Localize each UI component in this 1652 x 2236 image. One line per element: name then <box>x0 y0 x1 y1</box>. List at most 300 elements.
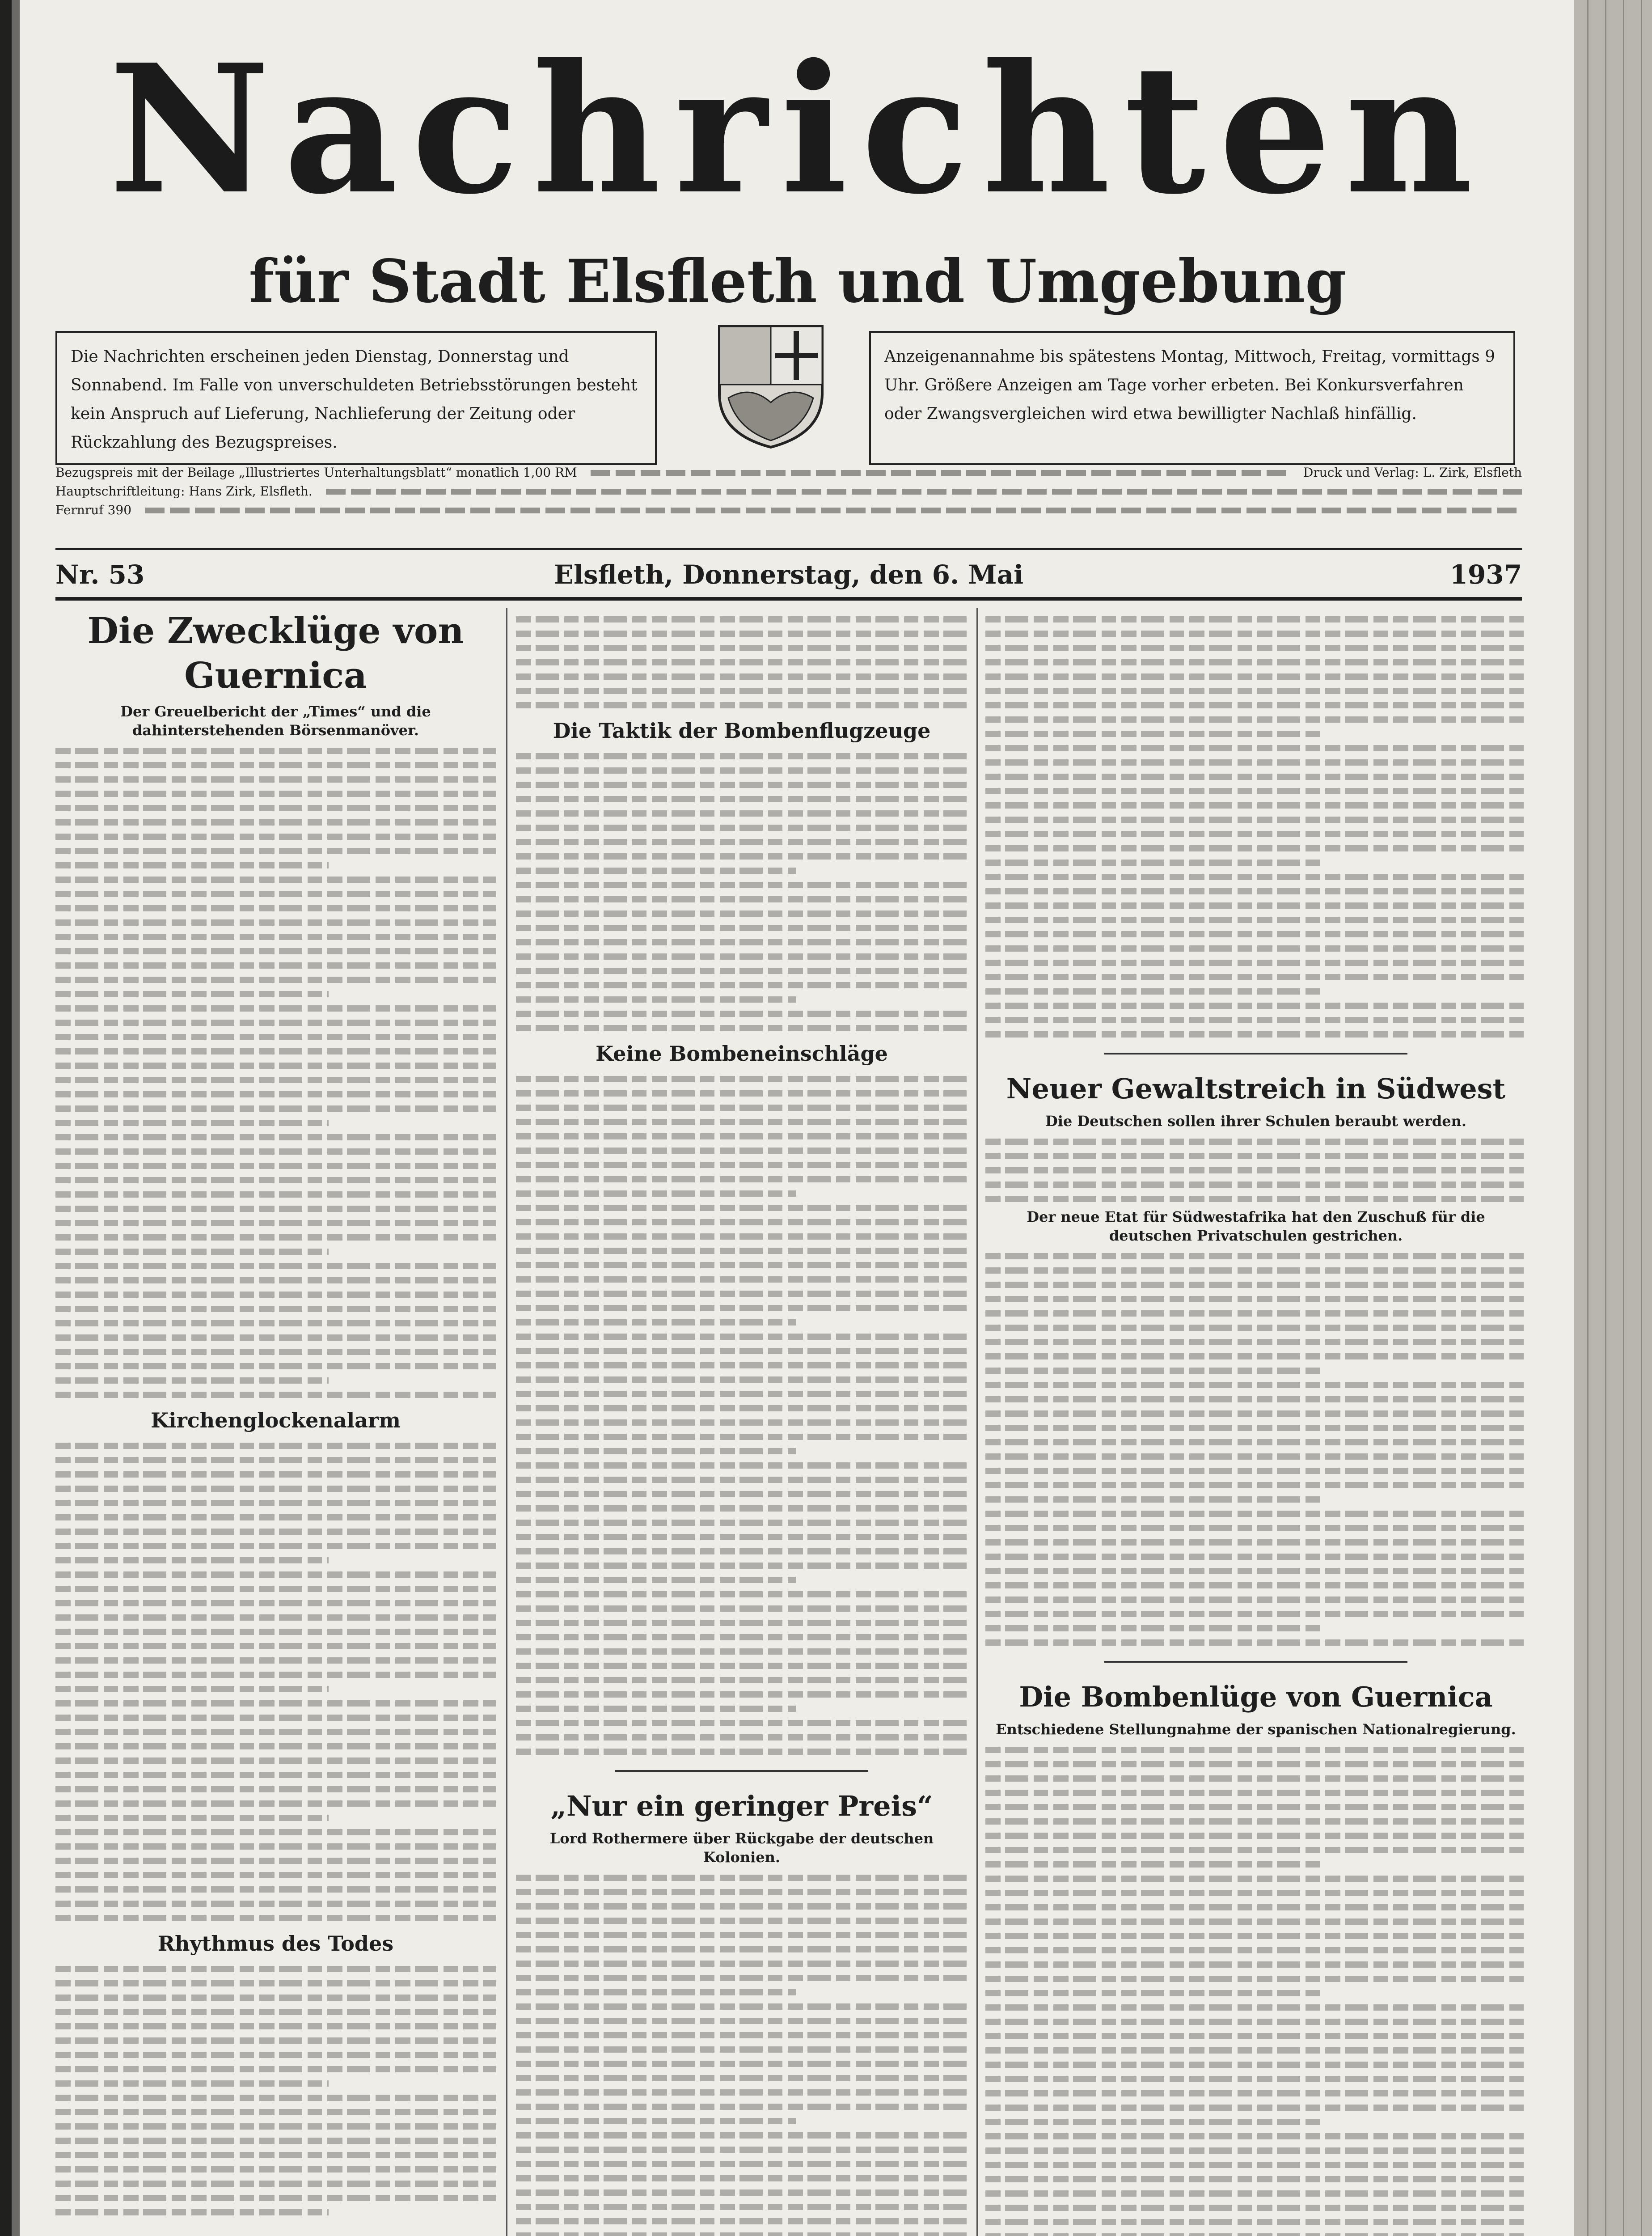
text-line <box>985 2004 1526 2011</box>
text-line <box>985 2133 1526 2139</box>
text-line <box>55 2209 329 2215</box>
text-line <box>516 810 968 817</box>
text-line <box>55 1277 496 1283</box>
text-line <box>516 1190 796 1197</box>
dateline <box>55 557 1522 593</box>
text-line <box>55 1048 496 1054</box>
text-line <box>55 1134 496 1140</box>
text-line <box>55 1586 496 1592</box>
text-line <box>516 1405 968 1411</box>
text-line <box>55 1500 496 1506</box>
text-line <box>55 2123 496 2130</box>
text-line <box>516 1563 968 1569</box>
text-line <box>55 1363 496 1369</box>
article-separator <box>615 1770 868 1772</box>
text-line <box>985 2033 1526 2039</box>
text-line <box>985 616 1526 623</box>
text-line <box>55 1077 496 1083</box>
text-line <box>55 2138 496 2144</box>
text-line <box>516 1534 968 1540</box>
top-rule <box>55 548 1522 550</box>
text-line <box>516 2061 968 2067</box>
text-line <box>985 1196 1526 1202</box>
text-line <box>516 825 968 831</box>
text-line <box>985 1976 1526 1982</box>
column-divider <box>976 608 978 2236</box>
article-separator <box>1104 1661 1407 1663</box>
text-line <box>516 2032 968 2038</box>
text-line <box>985 1511 1526 1517</box>
article-subhead: Die Deutschen sollen ihrer Schulen beraubt werden. <box>1045 1113 1466 1130</box>
text-line <box>985 874 1526 880</box>
text-line <box>985 1539 1526 1546</box>
text-line <box>516 616 968 623</box>
text-line <box>985 731 1321 737</box>
text-line <box>516 1749 968 1755</box>
text-line <box>55 1643 496 1649</box>
text-line <box>516 782 968 788</box>
text-line <box>55 2195 496 2201</box>
text-line <box>516 2046 968 2053</box>
text-line <box>55 1529 496 1535</box>
text-line <box>55 1557 329 1563</box>
text-line <box>55 1600 496 1606</box>
section-heading: Kirchenglockenalarm <box>151 1408 401 1432</box>
text-line <box>985 1310 1526 1317</box>
text-line <box>55 1629 496 1635</box>
text-line <box>985 1639 1526 1646</box>
text-line <box>55 1120 329 1126</box>
text-line <box>516 1348 968 1354</box>
text-line <box>985 960 1526 966</box>
text-line <box>55 1886 496 1893</box>
text-line <box>985 1818 1526 1825</box>
text-line <box>985 2019 1526 2025</box>
text-line <box>55 877 496 883</box>
text-line <box>55 1729 496 1735</box>
text-line <box>516 1319 796 1326</box>
text-line <box>985 2233 1526 2236</box>
text-line <box>55 2066 496 2072</box>
issue-year: 1937 <box>1449 559 1522 590</box>
text-line <box>55 1191 496 1198</box>
text-line <box>985 2219 1526 2225</box>
text-line <box>985 688 1526 694</box>
text-line <box>516 1376 968 1383</box>
text-line <box>55 1020 496 1026</box>
text-line <box>985 860 1321 866</box>
text-line <box>985 1625 1321 1631</box>
text-line <box>55 1206 496 1212</box>
text-line <box>55 2080 329 2087</box>
text-line <box>516 2075 968 2081</box>
imprint-editor: Hauptschriftleitung: Hans Zirk, Elsfleth. <box>55 484 313 499</box>
text-line <box>55 1843 496 1850</box>
place-date: Elsfleth, Donnerstag, den 6. Mai <box>553 559 1024 590</box>
text-line <box>55 1614 496 1621</box>
text-line <box>55 1995 496 2001</box>
text-line <box>516 1648 968 1655</box>
text-line <box>985 1947 1526 1953</box>
text-line <box>55 1292 496 1298</box>
text-line <box>985 988 1321 995</box>
section-heading: Rhythmus des Todes <box>157 1931 394 1956</box>
text-line <box>516 1889 968 1895</box>
text-line <box>55 1392 496 1398</box>
text-line <box>55 1471 496 1478</box>
text-line <box>516 1291 968 1297</box>
text-line <box>985 1933 1526 1939</box>
text-line <box>516 1961 968 1967</box>
text-line <box>985 1017 1526 1023</box>
text-line <box>55 1148 496 1155</box>
text-line <box>516 673 968 680</box>
text-line <box>516 1577 796 1583</box>
text-line <box>985 1761 1526 1767</box>
text-line <box>985 1611 1526 1617</box>
text-line <box>985 1525 1526 1531</box>
text-line <box>516 1691 968 1698</box>
text-line <box>55 776 496 783</box>
text-line <box>985 1847 1526 1853</box>
text-line <box>55 1334 496 1341</box>
text-line <box>516 753 968 759</box>
text-line <box>55 819 496 826</box>
text-line <box>55 1901 496 1907</box>
text-line <box>516 1903 968 1910</box>
text-line <box>985 1253 1526 1259</box>
text-line <box>516 968 968 974</box>
text-line <box>985 2205 1526 2211</box>
text-line <box>516 1233 968 1240</box>
text-line <box>985 1167 1526 1173</box>
text-line <box>55 1320 496 1326</box>
text-line <box>516 910 968 917</box>
text-line <box>516 1548 968 1554</box>
text-line <box>55 1672 496 1678</box>
text-line <box>516 2018 968 2024</box>
text-line <box>55 1858 496 1864</box>
text-line <box>55 762 496 768</box>
text-line <box>516 1462 968 1469</box>
text-line <box>516 1591 968 1597</box>
text-line <box>55 1815 329 1821</box>
body-text-block <box>55 1443 496 1921</box>
text-line <box>516 688 968 694</box>
text-line <box>55 1105 496 1112</box>
imprint-block <box>55 464 1522 540</box>
article-subhead: Entschiedene Stellungnahme der spanischen Nationalregierung. <box>996 1721 1516 1738</box>
issue-number: Nr. 53 <box>55 559 145 590</box>
text-line <box>55 1306 496 1312</box>
text-line <box>516 1989 796 1995</box>
text-line <box>516 1276 968 1283</box>
text-line <box>985 1961 1526 1968</box>
text-line <box>985 2047 1526 2054</box>
text-line <box>985 2162 1526 2168</box>
text-line <box>516 1119 968 1125</box>
text-line <box>516 2003 968 2010</box>
text-line <box>55 1443 496 1449</box>
section-heading: Keine Bombeneinschläge <box>596 1042 888 1066</box>
body-text-block <box>985 1747 1526 2236</box>
text-line <box>985 1904 1526 1910</box>
column-3 <box>985 608 1526 2236</box>
body-text-block <box>55 1966 496 2215</box>
text-line <box>985 1003 1526 1009</box>
text-line <box>55 1872 496 1878</box>
text-line <box>516 1605 968 1612</box>
text-line <box>516 1477 968 1483</box>
text-line <box>516 2147 968 2153</box>
text-line <box>55 1263 496 1269</box>
text-line <box>985 1382 1526 1388</box>
text-line <box>985 1775 1526 1782</box>
text-line <box>516 2218 968 2224</box>
text-line <box>985 645 1526 651</box>
text-line <box>516 996 796 1003</box>
text-line <box>985 1918 1526 1925</box>
text-line <box>985 802 1526 809</box>
text-line <box>985 931 1526 937</box>
text-line <box>985 1439 1526 1445</box>
text-line <box>55 834 496 840</box>
text-line <box>55 1686 329 1692</box>
text-line <box>985 1597 1526 1603</box>
text-line <box>985 673 1526 680</box>
imprint-price: Bezugspreis mit der Beilage „Illustriertes Unterhaltungsblatt“ monatlich 1,00 RM <box>55 465 577 480</box>
masthead-title: Nachrichten <box>109 31 1487 228</box>
text-line <box>55 1966 496 1972</box>
text-line <box>55 1514 496 1520</box>
text-line <box>55 1457 496 1463</box>
text-line <box>985 1325 1526 1331</box>
text-line <box>985 702 1526 708</box>
text-line <box>55 919 496 926</box>
text-line <box>985 817 1526 823</box>
text-line <box>985 2119 1321 2125</box>
article-headline: Neuer Gewaltstreich in Südwest <box>1006 1072 1506 1105</box>
text-line <box>516 1932 968 1938</box>
text-line <box>985 1747 1526 1753</box>
text-line <box>985 831 1526 837</box>
text-line <box>516 1105 968 1111</box>
text-line <box>985 1296 1526 1302</box>
text-line <box>55 1700 496 1707</box>
text-line <box>516 1491 968 1497</box>
text-line <box>516 1419 968 1426</box>
text-line <box>516 1677 968 1683</box>
text-line <box>516 2089 968 2096</box>
text-line <box>985 945 1526 952</box>
text-line <box>516 1634 968 1640</box>
text-line <box>516 982 968 988</box>
text-line <box>516 1025 968 1031</box>
body-text-block <box>516 753 968 1031</box>
text-line <box>516 1946 968 1952</box>
text-line <box>516 1305 968 1311</box>
text-line <box>516 853 968 860</box>
text-line <box>516 1205 968 1211</box>
text-line <box>985 2147 1526 2154</box>
text-line <box>985 1353 1526 1359</box>
text-line <box>55 2166 496 2172</box>
text-line <box>516 2175 968 2181</box>
text-line <box>55 1220 496 1226</box>
text-line <box>985 1496 1321 1503</box>
text-line <box>55 991 329 997</box>
text-line <box>516 1248 968 1254</box>
text-line <box>516 2104 968 2110</box>
body-text-block <box>985 616 1526 1038</box>
text-line <box>985 1396 1526 1402</box>
masthead-subtitle: für Stadt Elsfleth und Umgebung <box>249 247 1347 316</box>
text-line <box>55 905 496 911</box>
text-line <box>55 891 496 897</box>
imprint-publisher: Druck und Verlag: L. Zirk, Elsfleth <box>1303 465 1522 480</box>
text-line <box>55 848 496 854</box>
text-line <box>516 1090 968 1097</box>
text-line <box>985 1267 1526 1274</box>
text-line <box>985 1139 1526 1145</box>
text-line <box>985 1568 1526 1574</box>
text-line <box>55 934 496 940</box>
column-1 <box>55 608 496 2236</box>
text-line <box>985 902 1526 909</box>
text-line <box>55 2181 496 2187</box>
text-line <box>516 925 968 931</box>
text-line <box>985 745 1526 751</box>
text-line <box>516 1734 968 1741</box>
text-line <box>516 1620 968 1626</box>
article-headline: Die Zwecklüge von Guernica <box>87 610 464 696</box>
text-line <box>516 1133 968 1139</box>
imprint-phone: Fernruf 390 <box>55 503 132 517</box>
text-line <box>516 839 968 845</box>
text-line <box>516 2161 968 2167</box>
section-heading: Die Taktik der Bombenflugzeuge <box>553 719 931 743</box>
text-line <box>55 1177 496 1183</box>
text-line <box>985 1468 1526 1474</box>
text-line <box>516 767 968 774</box>
text-line <box>516 659 968 665</box>
publication-notice-box: Die Nachrichten erscheinen jeden Dienstag, Donnerstag und Sonnabend. Im Falle von unverschuldeten Betriebsstörungen besteht kein Anspruch auf Lieferung, Nachlieferung der Zeitung oder Rückzahlung des Bezugspreises. <box>55 331 657 465</box>
text-line <box>55 1005 496 1012</box>
section-heading: Der neue Etat für Südwestafrika hat den Zuschuß für die deutschen Privatschulen gestrichen. <box>1027 1208 1485 1244</box>
text-line <box>516 1875 968 1881</box>
text-line <box>55 1063 496 1069</box>
text-line <box>516 1663 968 1669</box>
text-line <box>985 1833 1526 1839</box>
text-line <box>55 748 496 754</box>
text-line <box>55 1743 496 1749</box>
page-stack-edge <box>1574 0 1652 2236</box>
text-line <box>985 888 1526 894</box>
text-line <box>985 1425 1526 1431</box>
text-line <box>516 939 968 945</box>
text-line <box>985 1453 1526 1460</box>
text-line <box>985 1339 1526 1345</box>
text-line <box>516 1434 968 1440</box>
text-line <box>516 1975 968 1981</box>
text-line <box>985 1876 1526 1882</box>
text-line <box>516 896 968 902</box>
text-line <box>55 1249 329 1255</box>
text-line <box>516 1334 968 1340</box>
text-line <box>516 631 968 637</box>
text-line <box>516 2189 968 2196</box>
text-line <box>985 1410 1526 1417</box>
text-line <box>55 1800 496 1807</box>
text-line <box>985 974 1526 980</box>
text-line <box>985 631 1526 637</box>
text-line <box>55 2095 496 2101</box>
text-line <box>516 2118 796 2124</box>
text-line <box>985 1582 1526 1588</box>
body-text-block <box>516 1875 968 2236</box>
body-text-block <box>516 1076 968 1755</box>
text-line <box>55 1915 496 1921</box>
text-line <box>55 1377 329 1384</box>
text-line <box>55 977 496 983</box>
text-line <box>55 1486 496 1492</box>
body-text-block <box>55 748 496 1398</box>
article-separator <box>1104 1053 1407 1054</box>
text-line <box>985 2176 1526 2182</box>
text-line <box>985 716 1526 723</box>
text-line <box>55 2009 496 2015</box>
article-subhead: Lord Rothermere über Rückgabe der deutschen Kolonien. <box>549 1830 934 1866</box>
text-line <box>985 1790 1526 1796</box>
text-line <box>985 788 1526 794</box>
text-line <box>516 645 968 651</box>
column-divider <box>506 608 507 2236</box>
text-line <box>516 1520 968 1526</box>
text-line <box>55 1091 496 1097</box>
text-line <box>985 2190 1526 2197</box>
text-line <box>516 702 968 708</box>
text-line <box>985 1482 1526 1488</box>
text-line <box>516 1162 968 1168</box>
text-line <box>55 1543 496 1549</box>
text-line <box>985 1282 1526 1288</box>
text-line <box>516 1219 968 1225</box>
text-line <box>55 1349 496 1355</box>
coat-of-arms-icon <box>710 318 831 452</box>
text-line <box>55 1234 496 1241</box>
text-line <box>985 1990 1321 1996</box>
text-line <box>55 1163 496 1169</box>
advertising-notice-box: Anzeigenannahme bis spätestens Montag, Mittwoch, Freitag, vormittags 9 Uhr. Größere Anzeigen am Tage vorher erbeten. Bei Konkursverfahren oder Zwangsvergleichen wird etwa bewilligter Nachlaß hinfällig. <box>869 331 1515 465</box>
text-line <box>985 1861 1321 1868</box>
text-line <box>55 948 496 954</box>
text-line <box>985 759 1526 766</box>
text-line <box>985 774 1526 780</box>
text-line <box>55 2052 496 2058</box>
body-text-block <box>985 1139 1526 1202</box>
text-line <box>516 1076 968 1082</box>
text-line <box>55 1034 496 1040</box>
text-line <box>516 1011 968 1017</box>
text-line <box>985 2062 1526 2068</box>
text-line <box>516 1918 968 1924</box>
text-line <box>55 962 496 969</box>
text-line <box>985 1804 1526 1810</box>
text-line <box>516 953 968 960</box>
dateline-rule <box>55 597 1522 601</box>
text-line <box>985 2105 1526 2111</box>
text-line <box>516 1148 968 1154</box>
